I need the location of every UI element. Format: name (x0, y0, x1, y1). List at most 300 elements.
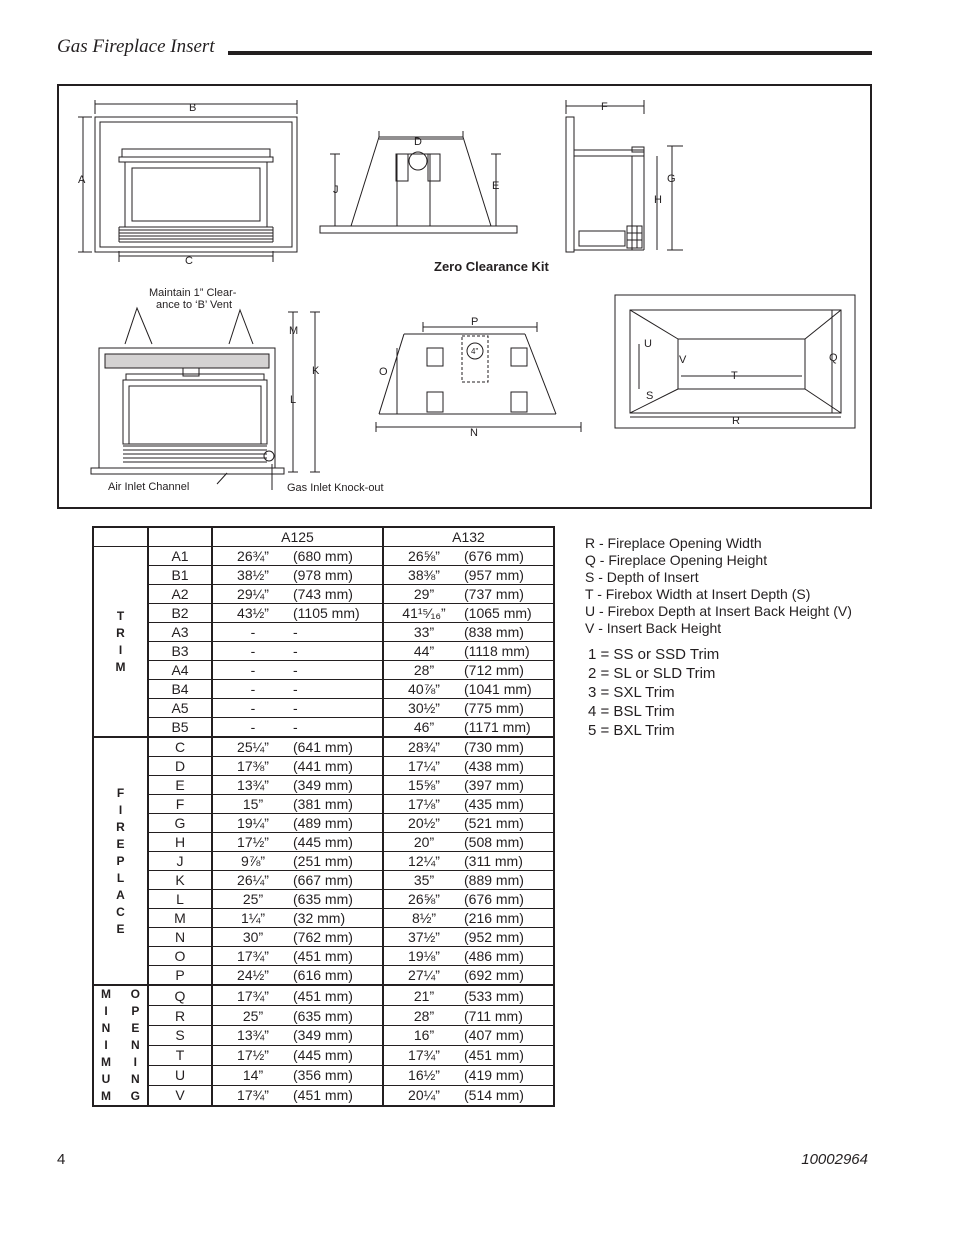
row-label: C (148, 737, 212, 757)
value-mm: - (293, 624, 298, 640)
table-row (93, 604, 554, 623)
cell-a125 (212, 1026, 383, 1046)
cell-a125 (212, 604, 383, 623)
value-inches: 13¾” (237, 777, 269, 793)
side-view-drawing (566, 100, 683, 252)
cell-a132 (383, 566, 554, 585)
cell-a125 (212, 928, 383, 947)
row-label: R (148, 1006, 212, 1026)
dim-label-t: T (731, 370, 738, 382)
value-mm: - (293, 681, 298, 697)
value-inches: 17½” (237, 1047, 269, 1064)
legend-item: U - Firebox Depth at Insert Back Height (V) (585, 603, 852, 619)
value-inches: 26⅝” (408, 891, 440, 907)
value-inches: 13¾” (237, 1027, 269, 1044)
value-mm: (952 mm) (464, 929, 524, 945)
row-label: B4 (148, 680, 212, 699)
table-row (93, 661, 554, 680)
cell-a132 (383, 718, 554, 738)
cell-a125 (212, 547, 383, 566)
value-mm: - (293, 719, 298, 735)
row-label: B5 (148, 718, 212, 738)
cell-a132 (383, 871, 554, 890)
table-row (93, 985, 554, 1006)
group-letter: I (104, 1004, 108, 1018)
maintain-label-line1: Maintain 1” Clear- (149, 287, 237, 299)
dim-label-p: P (471, 316, 479, 328)
group-letter: R (116, 819, 125, 834)
row-label: P (148, 966, 212, 986)
page-title: Gas Fireplace Insert (57, 36, 215, 57)
cell-a132 (383, 985, 554, 1006)
value-inches: 15” (242, 796, 264, 812)
value-inches: 16½” (408, 1067, 440, 1084)
table-row (93, 699, 554, 718)
legend-item: S - Depth of Insert (585, 569, 699, 585)
value-mm: (676 mm) (464, 548, 524, 564)
cell-a125 (212, 776, 383, 795)
cell-a132 (383, 1065, 554, 1085)
group-letter: I (118, 642, 123, 657)
value-mm: (838 mm) (464, 624, 524, 640)
cell-a132 (383, 966, 554, 986)
value-inches: 15⅝” (408, 777, 440, 793)
value-mm: (381 mm) (293, 796, 353, 812)
group-letter: N (101, 1021, 111, 1035)
table-row (93, 909, 554, 928)
installed-front-drawing (91, 308, 320, 490)
vent-size-label: 4" (471, 347, 479, 356)
dim-label-s: S (646, 390, 654, 402)
value-mm: (508 mm) (464, 834, 524, 850)
value-mm: (1105 mm) (293, 605, 360, 621)
value-mm: (216 mm) (464, 910, 524, 926)
value-mm: (737 mm) (464, 586, 524, 602)
value-mm: (451 mm) (293, 987, 353, 1004)
group-letter: O (130, 987, 140, 1001)
table-row (93, 776, 554, 795)
dim-label-b: B (189, 102, 197, 114)
group-letter: R (116, 625, 125, 640)
dim-label-v: V (679, 354, 687, 366)
value-mm: (445 mm) (293, 1047, 353, 1064)
row-label: A1 (148, 547, 212, 566)
value-mm: (775 mm) (464, 700, 524, 716)
value-mm: (32 mm) (293, 910, 346, 926)
value-mm: (978 mm) (293, 567, 353, 583)
table-row (93, 1085, 554, 1106)
trim-item: 5 = BXL Trim (588, 722, 675, 739)
row-label: B3 (148, 642, 212, 661)
row-label: A3 (148, 623, 212, 642)
cell-a125 (212, 642, 383, 661)
cell-a125 (212, 1085, 383, 1106)
value-inches: 17¾” (237, 987, 269, 1004)
table-row (93, 947, 554, 966)
value-inches: 46” (413, 719, 435, 735)
group-trim (93, 547, 148, 738)
cell-a125 (212, 566, 383, 585)
group-letter: G (130, 1089, 140, 1103)
page-number: 4 (57, 1151, 66, 1168)
value-mm: (635 mm) (293, 1007, 353, 1024)
table-header-row (93, 527, 554, 547)
value-inches: 24½” (237, 967, 269, 983)
trim-item: 1 = SS or SSD Trim (588, 646, 720, 663)
header-label-cell (148, 527, 212, 547)
value-inches: 38⅜” (408, 567, 440, 583)
value-mm: (451 mm) (293, 948, 353, 964)
group-letter: I (104, 1038, 108, 1052)
dimensions-table (92, 526, 555, 1107)
value-mm: (251 mm) (293, 853, 353, 869)
group-letter: P (131, 1004, 140, 1018)
value-inches: 19⅛” (408, 948, 440, 964)
table-row (93, 1065, 554, 1085)
value-inches: 16” (413, 1027, 435, 1044)
cell-a125 (212, 909, 383, 928)
value-inches: 12¼” (408, 853, 440, 869)
dim-label-f: F (601, 101, 608, 113)
cell-a132 (383, 623, 554, 642)
value-mm: (435 mm) (464, 796, 524, 812)
dim-label-e: E (492, 180, 500, 192)
cell-a132 (383, 947, 554, 966)
value-inches: 20¼” (408, 1087, 440, 1104)
value-mm: (1118 mm) (464, 643, 530, 659)
trim-item: 4 = BSL Trim (588, 703, 675, 720)
cell-a125 (212, 757, 383, 776)
cell-a132 (383, 661, 554, 680)
cell-a125 (212, 718, 383, 738)
group-letter: M (101, 987, 111, 1001)
value-mm: (616 mm) (293, 967, 353, 983)
header-blank-cell (93, 527, 148, 547)
value-mm: (356 mm) (293, 1067, 353, 1084)
group-letter: M (101, 1055, 111, 1069)
cell-a125 (212, 871, 383, 890)
value-mm: (441 mm) (293, 758, 353, 774)
value-inches: 17⅛” (408, 796, 440, 812)
table-row (93, 680, 554, 699)
dim-label-n: N (470, 427, 478, 439)
cell-a132 (383, 642, 554, 661)
table-row (93, 623, 554, 642)
table-row (93, 1045, 554, 1065)
front-view-drawing (78, 100, 297, 262)
row-label: J (148, 852, 212, 871)
table-row (93, 547, 554, 566)
value-mm: (407 mm) (464, 1027, 524, 1044)
dim-label-h: H (654, 194, 662, 206)
table-body (93, 547, 554, 1107)
cell-a125 (212, 661, 383, 680)
value-inches: 28” (413, 1007, 435, 1024)
cell-a125 (212, 1065, 383, 1085)
value-inches: 14” (242, 1067, 264, 1084)
value-inches: 38½” (237, 567, 269, 583)
value-mm: (451 mm) (293, 1087, 353, 1104)
group-letter: U (101, 1072, 111, 1086)
table-row (93, 814, 554, 833)
dim-label-r: R (732, 415, 740, 427)
dimension-figure (57, 84, 872, 509)
value-mm: (730 mm) (464, 739, 524, 755)
cell-a132 (383, 890, 554, 909)
cell-a125 (212, 699, 383, 718)
value-mm: - (293, 662, 298, 678)
top-view-drawing (376, 322, 581, 432)
row-label: M (148, 909, 212, 928)
value-inches: 26⅝” (408, 548, 440, 564)
row-label: T (148, 1045, 212, 1065)
row-label: U (148, 1065, 212, 1085)
value-mm: (743 mm) (293, 586, 353, 602)
row-label: G (148, 814, 212, 833)
value-mm: - (293, 643, 298, 659)
row-label: H (148, 833, 212, 852)
value-mm: (349 mm) (293, 1027, 353, 1044)
legend-item: T - Firebox Width at Insert Depth (S) (585, 586, 811, 602)
legend-item: R - Fireplace Opening Width (585, 535, 762, 551)
row-label: D (148, 757, 212, 776)
cell-a132 (383, 776, 554, 795)
group-letter: L (116, 870, 125, 885)
value-mm: (438 mm) (464, 758, 524, 774)
value-mm: (514 mm) (464, 1087, 524, 1104)
value-mm: (711 mm) (464, 1007, 523, 1024)
value-mm: (1065 mm) (464, 605, 532, 621)
dim-label-j: J (333, 184, 339, 196)
value-mm: (676 mm) (464, 891, 524, 907)
table-row (93, 795, 554, 814)
value-inches: - (250, 719, 256, 735)
value-inches: 44” (413, 643, 435, 659)
value-inches: - (250, 700, 256, 716)
table-row (93, 871, 554, 890)
group-letter: C (116, 904, 125, 919)
cell-a132 (383, 1085, 554, 1106)
cell-a132 (383, 1045, 554, 1065)
group-minimum (101, 986, 111, 1105)
value-mm: (692 mm) (464, 967, 524, 983)
document-number: 10002964 (801, 1151, 868, 1168)
value-mm: (1171 mm) (464, 719, 531, 735)
table-row (93, 757, 554, 776)
group-letter: N (130, 1038, 140, 1052)
value-mm: (680 mm) (293, 548, 353, 564)
value-inches: 26¾” (237, 548, 269, 564)
value-mm: (311 mm) (464, 853, 523, 869)
value-mm: (957 mm) (464, 567, 524, 583)
header-a125: A125 (212, 527, 383, 547)
value-inches: 41¹⁵⁄₁₆” (402, 605, 446, 621)
maintain-label-line2: ance to ‘B’ Vent (156, 299, 233, 311)
cell-a125 (212, 737, 383, 757)
value-inches: 17¼” (408, 758, 440, 774)
value-inches: 25¼” (237, 739, 269, 755)
value-mm: (641 mm) (293, 739, 353, 755)
cell-a132 (383, 833, 554, 852)
cell-a125 (212, 623, 383, 642)
cell-a125 (212, 947, 383, 966)
dim-label-c: C (185, 255, 193, 267)
dim-label-l: L (290, 394, 297, 406)
value-inches: 29” (413, 586, 435, 602)
cell-a132 (383, 795, 554, 814)
trim-key (588, 645, 719, 740)
header-rule (228, 51, 872, 55)
cell-a132 (383, 852, 554, 871)
cell-a132 (383, 547, 554, 566)
table-row (93, 890, 554, 909)
dimension-legend (585, 535, 852, 637)
zero-clearance-label: Zero Clearance Kit (434, 259, 549, 274)
table-row (93, 585, 554, 604)
table-row (93, 966, 554, 986)
value-inches: 28¾” (408, 739, 440, 755)
cell-a132 (383, 699, 554, 718)
dim-label-g: G (667, 173, 676, 185)
cell-a125 (212, 1045, 383, 1065)
cell-a132 (383, 1026, 554, 1046)
cell-a132 (383, 680, 554, 699)
value-mm: (667 mm) (293, 872, 353, 888)
value-inches: 28” (413, 662, 435, 678)
group-fireplace (93, 737, 148, 985)
value-mm: (762 mm) (293, 929, 353, 945)
value-inches: 21” (413, 987, 435, 1004)
table-row (93, 852, 554, 871)
trim-item: 3 = SXL Trim (588, 684, 675, 701)
cell-a125 (212, 814, 383, 833)
value-inches: 20” (413, 834, 435, 850)
value-inches: 33” (413, 624, 435, 640)
row-label: B1 (148, 566, 212, 585)
value-inches: - (250, 681, 256, 697)
cell-a132 (383, 1006, 554, 1026)
row-label: Q (148, 985, 212, 1006)
cell-a125 (212, 833, 383, 852)
cell-a132 (383, 909, 554, 928)
value-mm: - (293, 700, 298, 716)
air-inlet-label: Air Inlet Channel (108, 481, 190, 493)
value-inches: 1¼” (240, 910, 266, 926)
row-label: F (148, 795, 212, 814)
dim-label-q: Q (829, 352, 838, 364)
value-mm: (889 mm) (464, 872, 524, 888)
cell-a125 (212, 680, 383, 699)
cell-a125 (212, 585, 383, 604)
value-inches: 43½” (237, 605, 269, 621)
cell-a125 (212, 795, 383, 814)
trim-item: 2 = SL or SLD Trim (588, 665, 716, 682)
table-row (93, 642, 554, 661)
table-row (93, 718, 554, 738)
cell-a125 (212, 1006, 383, 1026)
value-mm: (521 mm) (464, 815, 524, 831)
value-inches: 25” (242, 1007, 264, 1024)
row-label: L (148, 890, 212, 909)
table-row (93, 566, 554, 585)
value-mm: (489 mm) (293, 815, 353, 831)
group-letter: E (116, 836, 125, 851)
dim-label-d: D (414, 136, 422, 148)
value-mm: (712 mm) (464, 662, 524, 678)
value-inches: 19¼” (237, 815, 269, 831)
value-mm: (635 mm) (293, 891, 353, 907)
group-letter: A (116, 887, 125, 902)
dim-label-o: O (379, 366, 388, 378)
value-inches: 29¼” (237, 586, 269, 602)
value-mm: (419 mm) (464, 1067, 524, 1084)
dim-label-a: A (78, 174, 86, 186)
value-inches: 30” (242, 929, 264, 945)
value-inches: 20½” (408, 815, 440, 831)
cell-a132 (383, 814, 554, 833)
group-letter: N (130, 1072, 140, 1086)
group-letter: M (115, 659, 126, 674)
value-inches: 37½” (408, 929, 440, 945)
value-inches: - (250, 624, 256, 640)
group-opening (131, 986, 140, 1105)
group-letter: M (101, 1089, 111, 1103)
row-label: B2 (148, 604, 212, 623)
value-mm: (451 mm) (464, 1047, 524, 1064)
group-letter: I (118, 802, 123, 817)
row-label: S (148, 1026, 212, 1046)
value-mm: (349 mm) (293, 777, 353, 793)
group-letter: E (116, 921, 125, 936)
row-label: A2 (148, 585, 212, 604)
dim-label-u: U (644, 338, 652, 350)
value-inches: 17¾” (237, 948, 269, 964)
table-row (93, 1026, 554, 1046)
group-letter: I (133, 1055, 137, 1069)
value-inches: 17¾” (237, 1087, 269, 1104)
table-row (93, 833, 554, 852)
row-label: K (148, 871, 212, 890)
value-mm: (445 mm) (293, 834, 353, 850)
legend-item: V - Insert Back Height (585, 620, 722, 636)
cell-a125 (212, 966, 383, 986)
value-mm: (486 mm) (464, 948, 524, 964)
table-row (93, 1006, 554, 1026)
row-label: A5 (148, 699, 212, 718)
dim-label-k: K (312, 365, 320, 377)
value-inches: 26¼” (237, 872, 269, 888)
cell-a132 (383, 585, 554, 604)
value-inches: 17¾” (408, 1047, 440, 1064)
row-label: V (148, 1085, 212, 1106)
header-a132: A132 (383, 527, 554, 547)
value-mm: (1041 mm) (464, 681, 532, 697)
value-inches: 17⅜” (237, 758, 269, 774)
value-inches: 17½” (237, 834, 269, 850)
cell-a125 (212, 890, 383, 909)
value-inches: 35” (413, 872, 435, 888)
row-label: N (148, 928, 212, 947)
value-inches: 9⅞” (240, 853, 266, 869)
value-mm: (397 mm) (464, 777, 524, 793)
value-inches: 30½” (408, 700, 440, 716)
table-row (93, 928, 554, 947)
gas-inlet-label: Gas Inlet Knock-out (287, 482, 384, 494)
group-letter: T (116, 608, 125, 623)
value-inches: 27¼” (408, 967, 440, 983)
group-minimum-opening (93, 985, 148, 1106)
value-inches: 40⅞” (408, 681, 440, 697)
